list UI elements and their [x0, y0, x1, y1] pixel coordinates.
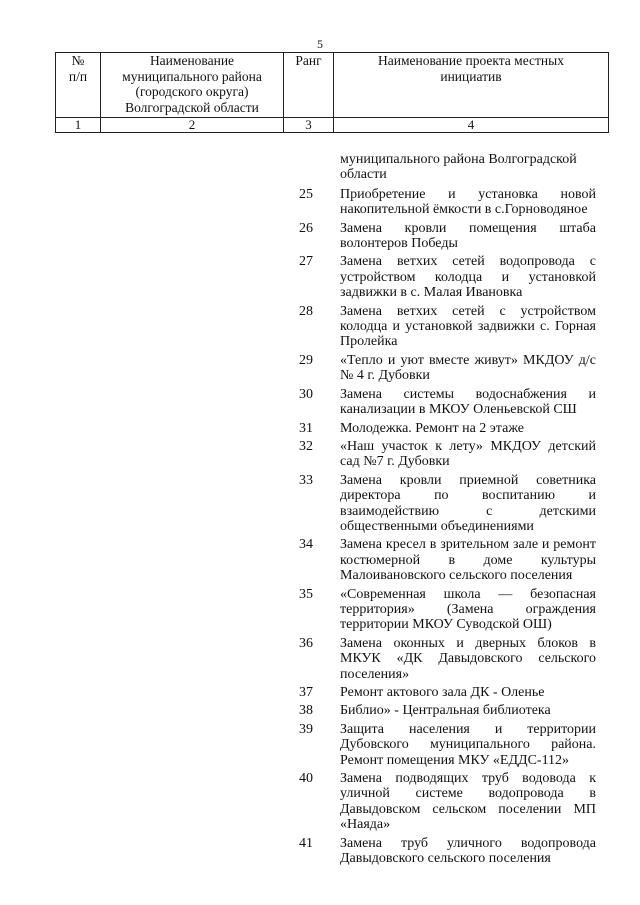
table-header-row: [56, 53, 609, 118]
row-project-name: «Современная школа — безопасная территория» (Замена ограждения территории МКОУ Суводской ОШ): [340, 586, 596, 633]
row-rank: 39: [299, 721, 313, 737]
row-project-name: Приобретение и установка новой накопительной ёмкости в с.Горноводяное: [340, 186, 596, 218]
table-row: [0, 537, 640, 583]
table-row: [0, 421, 640, 436]
row-project-name: Замена подводящих труб водовода к уличной системе водопровода в Давыдовском сельском поселении МП «Наяда»: [340, 771, 596, 833]
table-row: [0, 685, 640, 700]
table-column-numbers-row: [56, 118, 609, 133]
row-rank: 28: [299, 303, 313, 319]
row-rank: 38: [299, 703, 313, 719]
row-project-name: «Тепло и уют вместе живут» МКДОУ д/с № 4 г. Дубовки: [340, 352, 596, 384]
table-row: [0, 636, 640, 682]
table-row: [0, 439, 640, 470]
column-number-4: 4: [334, 118, 609, 133]
row-rank: 30: [299, 386, 313, 402]
row-project-name: муниципального района Волгоградской области: [340, 152, 577, 183]
row-project-name: Замена труб уличного водопровода Давыдовского сельского поселения: [340, 835, 596, 867]
row-rank: 40: [299, 771, 313, 787]
table-header: [55, 52, 609, 133]
row-rank: 25: [299, 186, 313, 202]
table-row: [0, 304, 640, 350]
row-rank: 36: [299, 635, 313, 651]
row-rank: 41: [299, 835, 313, 851]
table-row: [0, 221, 640, 252]
row-rank: 27: [299, 254, 313, 270]
row-rank: 26: [299, 220, 313, 236]
column-number-1: 1: [56, 118, 101, 133]
column-header-project: Наименование проекта местных инициатив: [334, 53, 609, 118]
table-row: [0, 187, 640, 218]
row-project-name: Замена кресел в зрительном зале и ремонт костюмерной в доме культуры Малоивановского сельского поселения: [340, 537, 596, 584]
table-row: [0, 722, 640, 768]
row-rank: 35: [299, 586, 313, 602]
column-header-district: Наименование муниципального района (городского округа) Волгоградской области: [101, 53, 284, 118]
table-row: [0, 473, 640, 535]
row-rank: 37: [299, 685, 313, 700]
row-rank: 34: [299, 537, 313, 553]
column-header-number: № п/п: [56, 53, 101, 118]
table-row: [0, 387, 640, 418]
table-row: [0, 703, 640, 718]
column-number-3: 3: [284, 118, 334, 133]
row-rank: 31: [299, 420, 313, 436]
column-header-rank: Ранг: [284, 53, 334, 118]
row-project-name: «Наш участок к лету» МКДОУ детский сад №7 г. Дубовки: [340, 438, 596, 470]
row-rank: 33: [299, 472, 313, 488]
table-row: [0, 836, 640, 867]
row-rank: 29: [299, 352, 313, 368]
table-row: [0, 771, 640, 833]
row-project-name: Библио» - Центральная библиотека: [340, 703, 551, 719]
table-row: [0, 587, 640, 633]
column-number-2: 2: [101, 118, 284, 133]
row-project-name: Защита населения и территории Дубовского муниципального района. Ремонт помещения МКУ «ЕДДС-112»: [340, 721, 596, 768]
row-project-name: Ремонт актового зала ДК - Оленье: [340, 685, 545, 700]
row-project-name: Замена оконных и дверных блоков в МКУК «ДК Давыдовского сельского поселения»: [340, 635, 596, 682]
row-project-name: Молодежка. Ремонт на 2 этаже: [340, 420, 525, 436]
table-row: [0, 353, 640, 384]
row-project-name: Замена системы водоснабжения и канализации в МКОУ Оленьевской СШ: [340, 386, 596, 418]
project-list: [0, 152, 640, 869]
row-project-name: Замена ветхих сетей водопровода с устройством колодца и установкой задвижки в с. Малая Ивановка: [340, 254, 596, 301]
row-project-name: Замена ветхих сетей с устройством колодца и установкой задвижки с. Горная Пролейка: [340, 303, 596, 350]
row-project-name: Замена кровли помещения штаба волонтеров Победы: [340, 220, 596, 252]
page-number: 5: [317, 37, 323, 51]
row-project-name: Замена кровли приемной советника директора по воспитанию и взаимодействию с детскими общественными объединениями: [340, 472, 596, 534]
row-rank: 32: [299, 438, 313, 454]
table-row: [0, 254, 640, 300]
table-row: [0, 152, 640, 183]
